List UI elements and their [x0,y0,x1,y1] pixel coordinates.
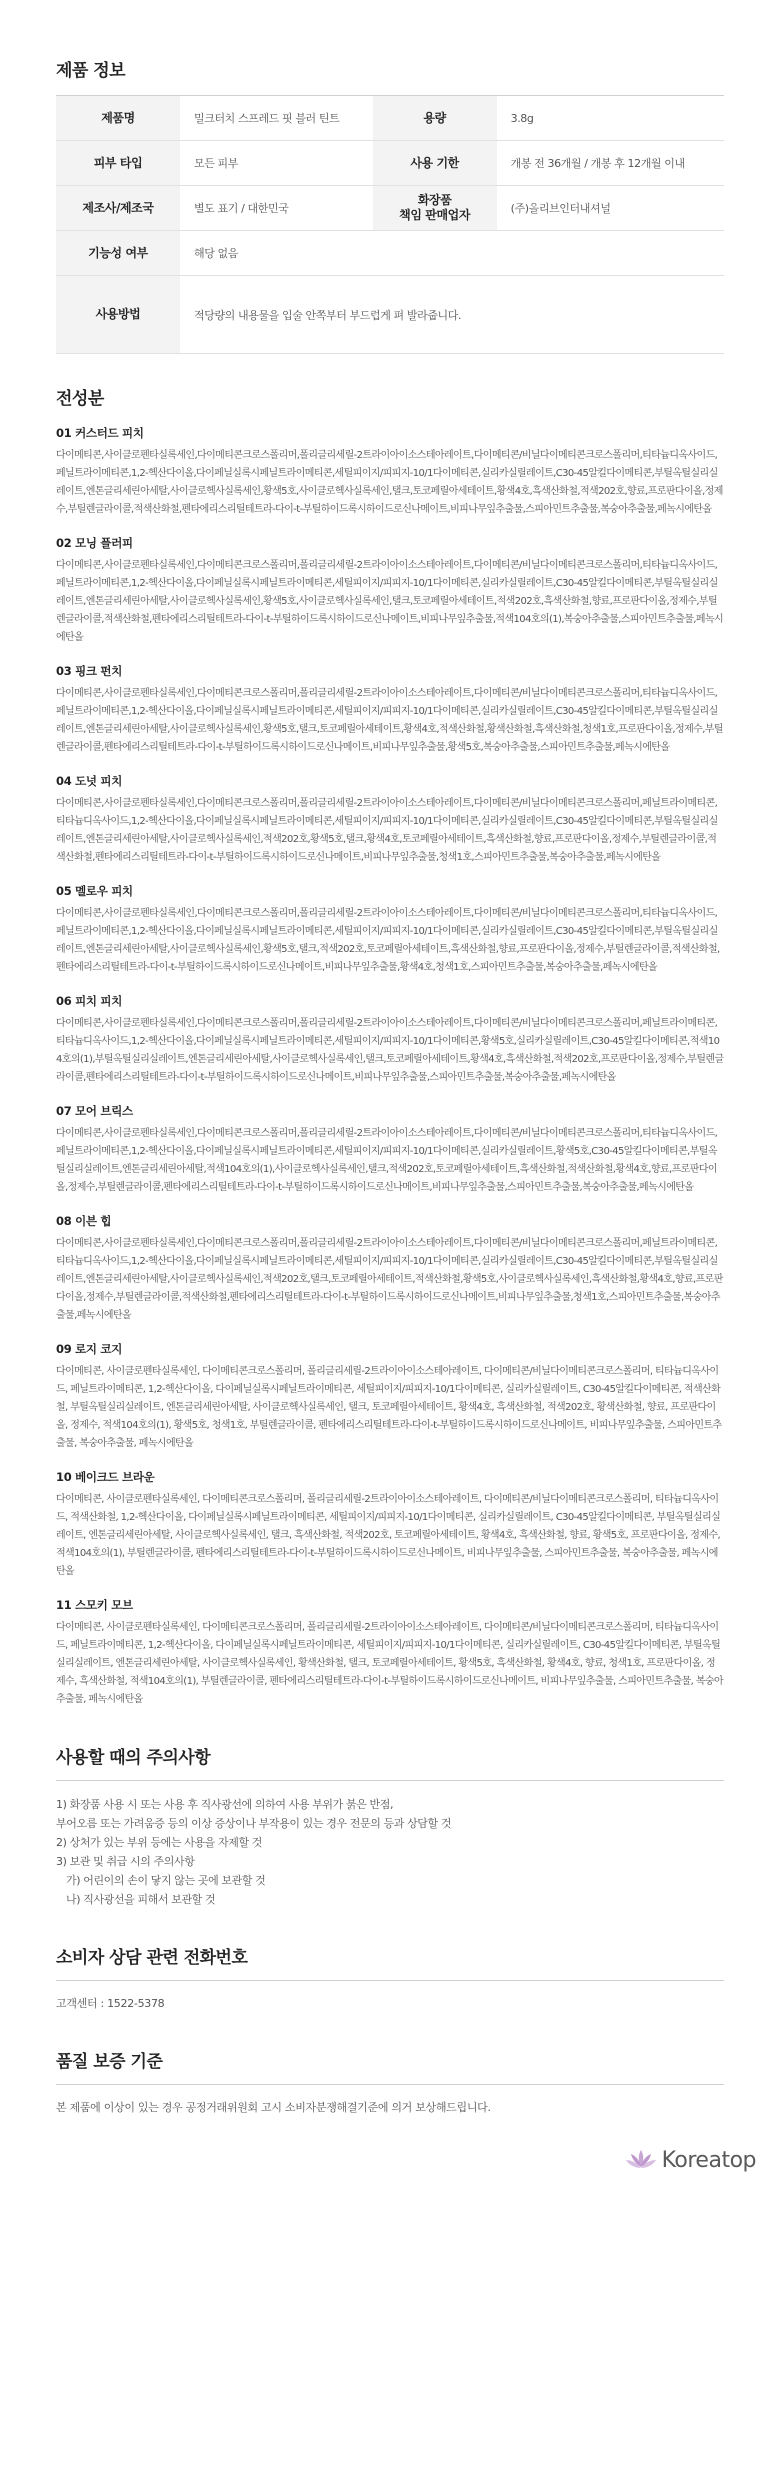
info-value: 개봉 전 36개월 / 개봉 후 12개월 이내 [497,141,724,186]
info-row [56,141,724,186]
shade-ingredients: 다이메티콘,사이클로펜타실록세인,다이메티콘크로스폴리머,폴리글리세릴-2트라이아이소스테아레이트,다이메티콘/비닐다이메티콘크로스폴리머,티타늄디옥사이드,페닐트라이메티콘,1,2-헥산다이올,다이페닐실록시페닐트라이메티콘,세틸피이지/피피지-10/1다이메티콘,실리카실릴레이트,C30-45알킬다이메티콘,부틸옥틸실리실레이트,엔톤글리세린아세탈,사이클로헥사실록세인,황색5호,탤크,적색202호,토코페릴아세테이트,흑색산화철,향료,프로판다이올,정제수,부틸렌글라이콜,적색산화철,펜타에리스리틸테트라-다이-t-부틸하이드록시하이드로신나메이트,비피나무잎추출물,황색4호,청색1호,스피아민트추출물,복숭아추출물,페녹시에탄올 [56,908,720,973]
caution-item: 3) 보관 및 취급 시의 주의사항 [56,1855,195,1868]
shade-ingredients: 다이메티콘, 사이클로펜타실록세인, 다이메티콘크로스폴리머, 폴리글리세릴-2트라이아이소스테아레이트, 다이메티콘/비닐다이메티콘크로스폴리머, 티타늄디옥사이드, 페닐트라이메티콘, 1,2-헥산다이올, 다이페닐실록시페닐트라이메티콘, 세틸피이지/피피지-10/1다이메티콘, 실리카실릴레이트, C30-45알킬다이메티콘, 적색산화철, 부틸옥틸실리실레이트, 엔톤글리세린아세탈, 사이클로헥사실록세인, 탤크, 토코페릴아세테이트, 황색4호, 흑색산화철, 적색202호, 황색산화철, 향료, 프로판다이올, 정제수, 적색104호의(1), 황색5호, 청색1호, 부틸렌글라이콜, 펜타에리스리틸테트라-다이-t-부틸하이드록시하이드로신나메이트, 비피나무잎추출물, 스피아민트추출물, 복숭아추출물, 페녹시에탄올 [56,1366,722,1449]
shade-ingredients: 다이메티콘,사이클로펜타실록세인,다이메티콘크로스폴리머,폴리글리세릴-2트라이아이소스테아레이트,다이메티콘/비닐다이메티콘크로스폴리머,티타늄디옥사이드,페닐트라이메티콘,1,2-헥산다이올,다이페닐실록시페닐트라이메티콘,세틸피이지/피피지-10/1다이메티콘,실리카실릴레이트,C30-45알킬다이메티콘,부틸옥틸실리실레이트,엔톤글리세린아세탈,사이클로헥사실록세인,황색5호,탤크,토코페릴아세테이트,황색4호,적색산화철,황색산화철,흑색산화철,청색1호,프로판다이올,정제수,부틸렌글라이콜,펜타에리스리틸테트라-다이-t-부틸하이드록시하이드로신나메이트,비피나무잎추출물,황색5호,복숭아추출물,스피아민트추출물,페녹시에탄올 [56,688,723,753]
shade-name: 11 스모키 모브 [56,1598,133,1612]
shade-name: 04 도넛 피치 [56,774,123,788]
shade-ingredients: 다이메티콘, 사이클로펜타실록세인, 다이메티콘크로스폴리머, 폴리글리세릴-2트라이아이소스테아레이트, 다이메티콘/비닐다이메티콘크로스폴리머, 티타늄디옥사이드, 적색산화철, 1,2-헥산다이올, 다이페닐실록시페닐트라이메티콘, 세틸피이지/피피지-10/1다이메티콘, 실리카실릴레이트, C30-45알킬다이메티콘, 부틸옥틸실리실레이트, 엔톤글리세린아세탈, 사이클로헥사실록세인, 탤크, 흑색산화철, 적색202호, 토코페릴아세테이트, 황색4호, 흑색산화철, 향료, 황색5호, 프로판다이올, 정제수, 적색104호의(1), 부틸렌글라이콜, 펜타에리스리틸테트라-다이-t-부틸하이드록시하이드로신나메이트, 비피나무잎추출물, 스피아민트추출물, 복숭아추출물, 페녹시에탄올 [56,1494,721,1577]
shade-ingredients: 다이메티콘, 사이클로펜타실록세인, 다이메티콘크로스폴리머, 폴리글리세릴-2트라이아이소스테아레이트, 다이메티콘/비닐다이메티콘크로스폴리머, 티타늄디옥사이드, 페닐트라이메티콘, 1,2-헥산다이올, 다이페닐실록시페닐트라이메티콘, 세틸피이지/피피지-10/1다이메티콘, 실리카실릴레이트, C30-45알킬다이메티콘, 부틸옥틸실리실레이트, 엔톤글리세린아세탈, 사이클로헥사실록세인, 황색산화철, 탤크, 토코페릴아세테이트, 황색5호, 흑색산화철, 황색4호, 향료, 청색1호, 프로판다이올, 정제수, 흑색산화철, 적색104호의(1), 부틸렌글라이콜, 펜타에리스리틸테트라-다이-t-부틸하이드록시하이드로신나메이트, 비피나무잎추출물, 스피아민트추출물, 복숭아추출물, 페녹시에탄올 [56,1622,724,1705]
info-value: 별도 표기 / 대한민국 [180,186,373,231]
logo-text: Koreatop [661,2147,756,2173]
shade-block [56,663,724,757]
info-label: 피부 타입 [56,141,180,186]
shade-name: 01 커스터드 피치 [56,426,144,440]
shade-name: 09 로지 코지 [56,1342,123,1356]
info-row-function [56,231,724,276]
product-info-heading: 제품 정보 [56,61,126,81]
info-value: 3.8g [497,96,724,141]
shade-ingredients: 다이메티콘,사이클로펜타실록세인,다이메티콘크로스폴리머,폴리글리세릴-2트라이아이소스테아레이트,다이메티콘/비닐다이메티콘크로스폴리머,페닐트라이메티콘,티타늄디옥사이드,1,2-헥산다이올,다이페닐실록시페닐트라이메티콘,세틸피이지/피피지-10/1다이메티콘,실리카실릴레이트,C30-45알킬다이메티콘,부틸옥틸실리실레이트,엔톤글리세린아세탈,사이클로헥사실록세인,적색202호,황색5호,탤크,황색4호,토코페릴아세테이트,흑색산화철,향료,프로판다이올,정제수,부틸렌글라이콜,적색산화철,펜타에리스리틸테트라-다이-t-부틸하이드록시하이드로신나메이트,비피나무잎추출물,청색1호,스피아민트추출물,복숭아추출물,페녹시에탄올 [56,798,718,863]
shade-name: 03 핑크 펀치 [56,664,123,678]
info-label: 용량 [373,96,497,141]
shade-ingredients: 다이메티콘,사이클로펜타실록세인,다이메티콘크로스폴리머,폴리글리세릴-2트라이아이소스테아레이트,다이메티콘/비닐다이메티콘크로스폴리머,티타늄디옥사이드,페닐트라이메티콘,1,2-헥산다이올,다이페닐실록시페닐트라이메티콘,세틸피이지/피피지-10/1다이메티콘,실리카실릴레이트,황색5호,C30-45알킬다이메티콘,부틸옥틸실리실레이트,엔톤글리세린아세탈,적색104호의(1),사이클로헥사실록세인,탤크,적색202호,토코페릴아세테이트,흑색산화철,적색산화철,황색4호,향료,프로판다이올,정제수,부틸렌글라이콜,펜타에리스리틸테트라-다이-t-부틸하이드록시하이드로신나메이트,비피나무잎추출물,스피아민트추출물,복숭아추출물,페녹시에탄올 [56,1128,718,1193]
shade-block [56,535,724,647]
shade-block [56,425,724,519]
function-label: 기능성 여부 [56,231,180,276]
shade-ingredients: 다이메티콘,사이클로펜타실록세인,다이메티콘크로스폴리머,폴리글리세릴-2트라이아이소스테아레이트,다이메티콘/비닐다이메티콘크로스폴리머,페닐트라이메티콘,티타늄디옥사이드,1,2-헥산다이올,다이페닐실록시페닐트라이메티콘,세틸피이지/피피지-10/1다이메티콘,황색5호,실리카실릴레이트,C30-45알킬다이메티콘,적색104호의(1),부틸옥틸실리실레이트,엔톤글리세린아세탈,사이클로헥사실록세인,탤크,토코페릴아세테이트,황색4호,흑색산화철,적색202호,프로판다이올,정제수,부틸렌글라이콜,펜타에리스리틸테트라-다이-t-부틸하이드록시하이드로신나메이트,비피나무잎추출물,스피아민트추출물,복숭아추출물,페녹시에탄올 [56,1018,724,1083]
product-info-table [56,95,724,354]
info-label: 사용 기한 [373,141,497,186]
shade-block [56,1597,724,1709]
caution-item: 가) 어린이의 손이 닿지 않는 곳에 보관할 것 [66,1874,266,1887]
shade-name: 07 모어 브릭스 [56,1104,133,1118]
lotus-icon [624,2147,658,2173]
caution-item: 나) 직사광선을 피해서 보관할 것 [66,1893,216,1906]
shade-name: 05 멜로우 피치 [56,884,133,898]
usage-value: 적당량의 내용물을 입술 안쪽부터 부드럽게 펴 발라줍니다. [180,276,724,354]
info-row [56,96,724,141]
info-value: 밀크터치 스프레드 핏 블러 틴트 [180,96,373,141]
function-value: 해당 없음 [180,231,724,276]
shade-block [56,773,724,867]
quality-text: 본 제품에 이상이 있는 경우 공정거래위원회 고시 소비자분쟁해결기준에 의거 보상해드립니다. [56,2101,491,2114]
shade-block [56,1341,724,1453]
caution-item: 부어오름 또는 가려움증 등의 이상 증상이나 부작용이 있는 경우 전문의 등과 상담할 것 [56,1817,452,1830]
usage-label: 사용방법 [56,276,180,354]
caution-list [56,1795,724,1909]
info-row [56,186,724,231]
shade-ingredients: 다이메티콘,사이클로펜타실록세인,다이메티콘크로스폴리머,폴리글리세릴-2트라이아이소스테아레이트,다이메티콘/비닐다이메티콘크로스폴리머,티타늄디옥사이드,페닐트라이메티콘,1,2-헥산다이올,다이페닐실록시페닐트라이메티콘,세틸피이지/피피지-10/1다이메티콘,실리카실릴레이트,C30-45알킬다이메티콘,부틸옥틸실리실레이트,엔톤글리세린아세탈,사이클로헥사실록세인,황색5호,사이클로헥사실록세인,탤크,토코페릴아세테이트,황색4호,흑색산화철,적색202호,향료,프로판다이올,정제수,부틸렌글라이콜,적색산화철,펜타에리스리틸테트라-다이-t-부틸하이드록시하이드로신나메이트,비피나무잎추출물,스피아민트추출물,복숭아추출물,페녹시에탄올 [56,450,723,515]
shade-block [56,883,724,977]
ingredients-heading: 전성분 [56,389,104,409]
consult-heading: 소비자 상담 관련 전화번호 [56,1909,724,1981]
shade-name: 02 모닝 플러피 [56,536,133,550]
shade-ingredients: 다이메티콘,사이클로펜타실록세인,다이메티콘크로스폴리머,폴리글리세릴-2트라이아이소스테아레이트,다이메티콘/비닐다이메티콘크로스폴리머,페닐트라이메티콘,티타늄디옥사이드,1,2-헥산다이올,다이페닐실록시페닐트라이메티콘,세틸피이지/피피지-10/1다이메티콘,실리카실릴레이트,C30-45알킬다이메티콘,부틸옥틸실리실레이트,엔톤글리세린아세탈,사이클로헥사실록세인,적색202호,탤크,토코페릴아세테이트,적색산화철,황색5호,사이클로헥사실록세인,흑색산화철,황색4호,향료,프로판다이올,정제수,부틸렌글라이콜,적색산화철,펜타에리스리틸테트라-다이-t-부틸하이드록시하이드로신나메이트,비피나무잎추출물,청색1호,스피아민트추출물,복숭아추출물,페녹시에탄올 [56,1238,723,1321]
caution-heading: 사용할 때의 주의사항 [56,1709,724,1781]
info-label: 제품명 [56,96,180,141]
shade-block [56,1213,724,1325]
info-row-usage [56,276,724,354]
caution-item: 1) 화장품 사용 시 또는 사용 후 직사광선에 의하여 사용 부위가 붉은 반점, [56,1798,394,1811]
info-value: 모든 피부 [180,141,373,186]
shade-name: 06 피치 피치 [56,994,123,1008]
consult-phone: 고객센터 : 1522-5378 [56,1997,165,2010]
ingredients-list [56,425,724,1709]
info-label: 제조사/제조국 [56,186,180,231]
shade-ingredients: 다이메티콘,사이클로펜타실록세인,다이메티콘크로스폴리머,폴리글리세릴-2트라이아이소스테아레이트,다이메티콘/비닐다이메티콘크로스폴리머,티타늄디옥사이드,페닐트라이메티콘,1,2-헥산다이올,다이페닐실록시페닐트라이메티콘,세틸피이지/피피지-10/1다이메티콘,실리카실릴레이트,C30-45알킬다이메티콘,부틸옥틸실리실레이트,엔톤글리세린아세탈,사이클로헥사실록세인,황색5호,사이클로헥사실록세인,탤크,토코페릴아세테이트,적색202호,흑색산화철,향료,프로판다이올,정제수,부틸렌글라이콜,적색산화철,펜타에리스리틸테트라-다이-t-부틸하이드록시하이드로신나메이트,비피나무잎추출물,적색104호의(1),복숭아추출물,스피아민트추출물,페녹시에탄올 [56,560,724,643]
info-label: 화장품 책임 판매업자 [373,186,497,231]
shade-name: 08 이븐 힙 [56,1214,112,1228]
info-value: (주)올리브인터내셔널 [497,186,724,231]
shade-name: 10 베이크드 브라운 [56,1470,155,1484]
shade-block [56,993,724,1087]
koreatop-logo [624,2147,756,2173]
shade-block [56,1103,724,1197]
shade-block [56,1469,724,1581]
quality-heading: 품질 보증 기준 [56,2013,724,2085]
caution-item: 2) 상처가 있는 부위 등에는 사용을 자제할 것 [56,1836,263,1849]
